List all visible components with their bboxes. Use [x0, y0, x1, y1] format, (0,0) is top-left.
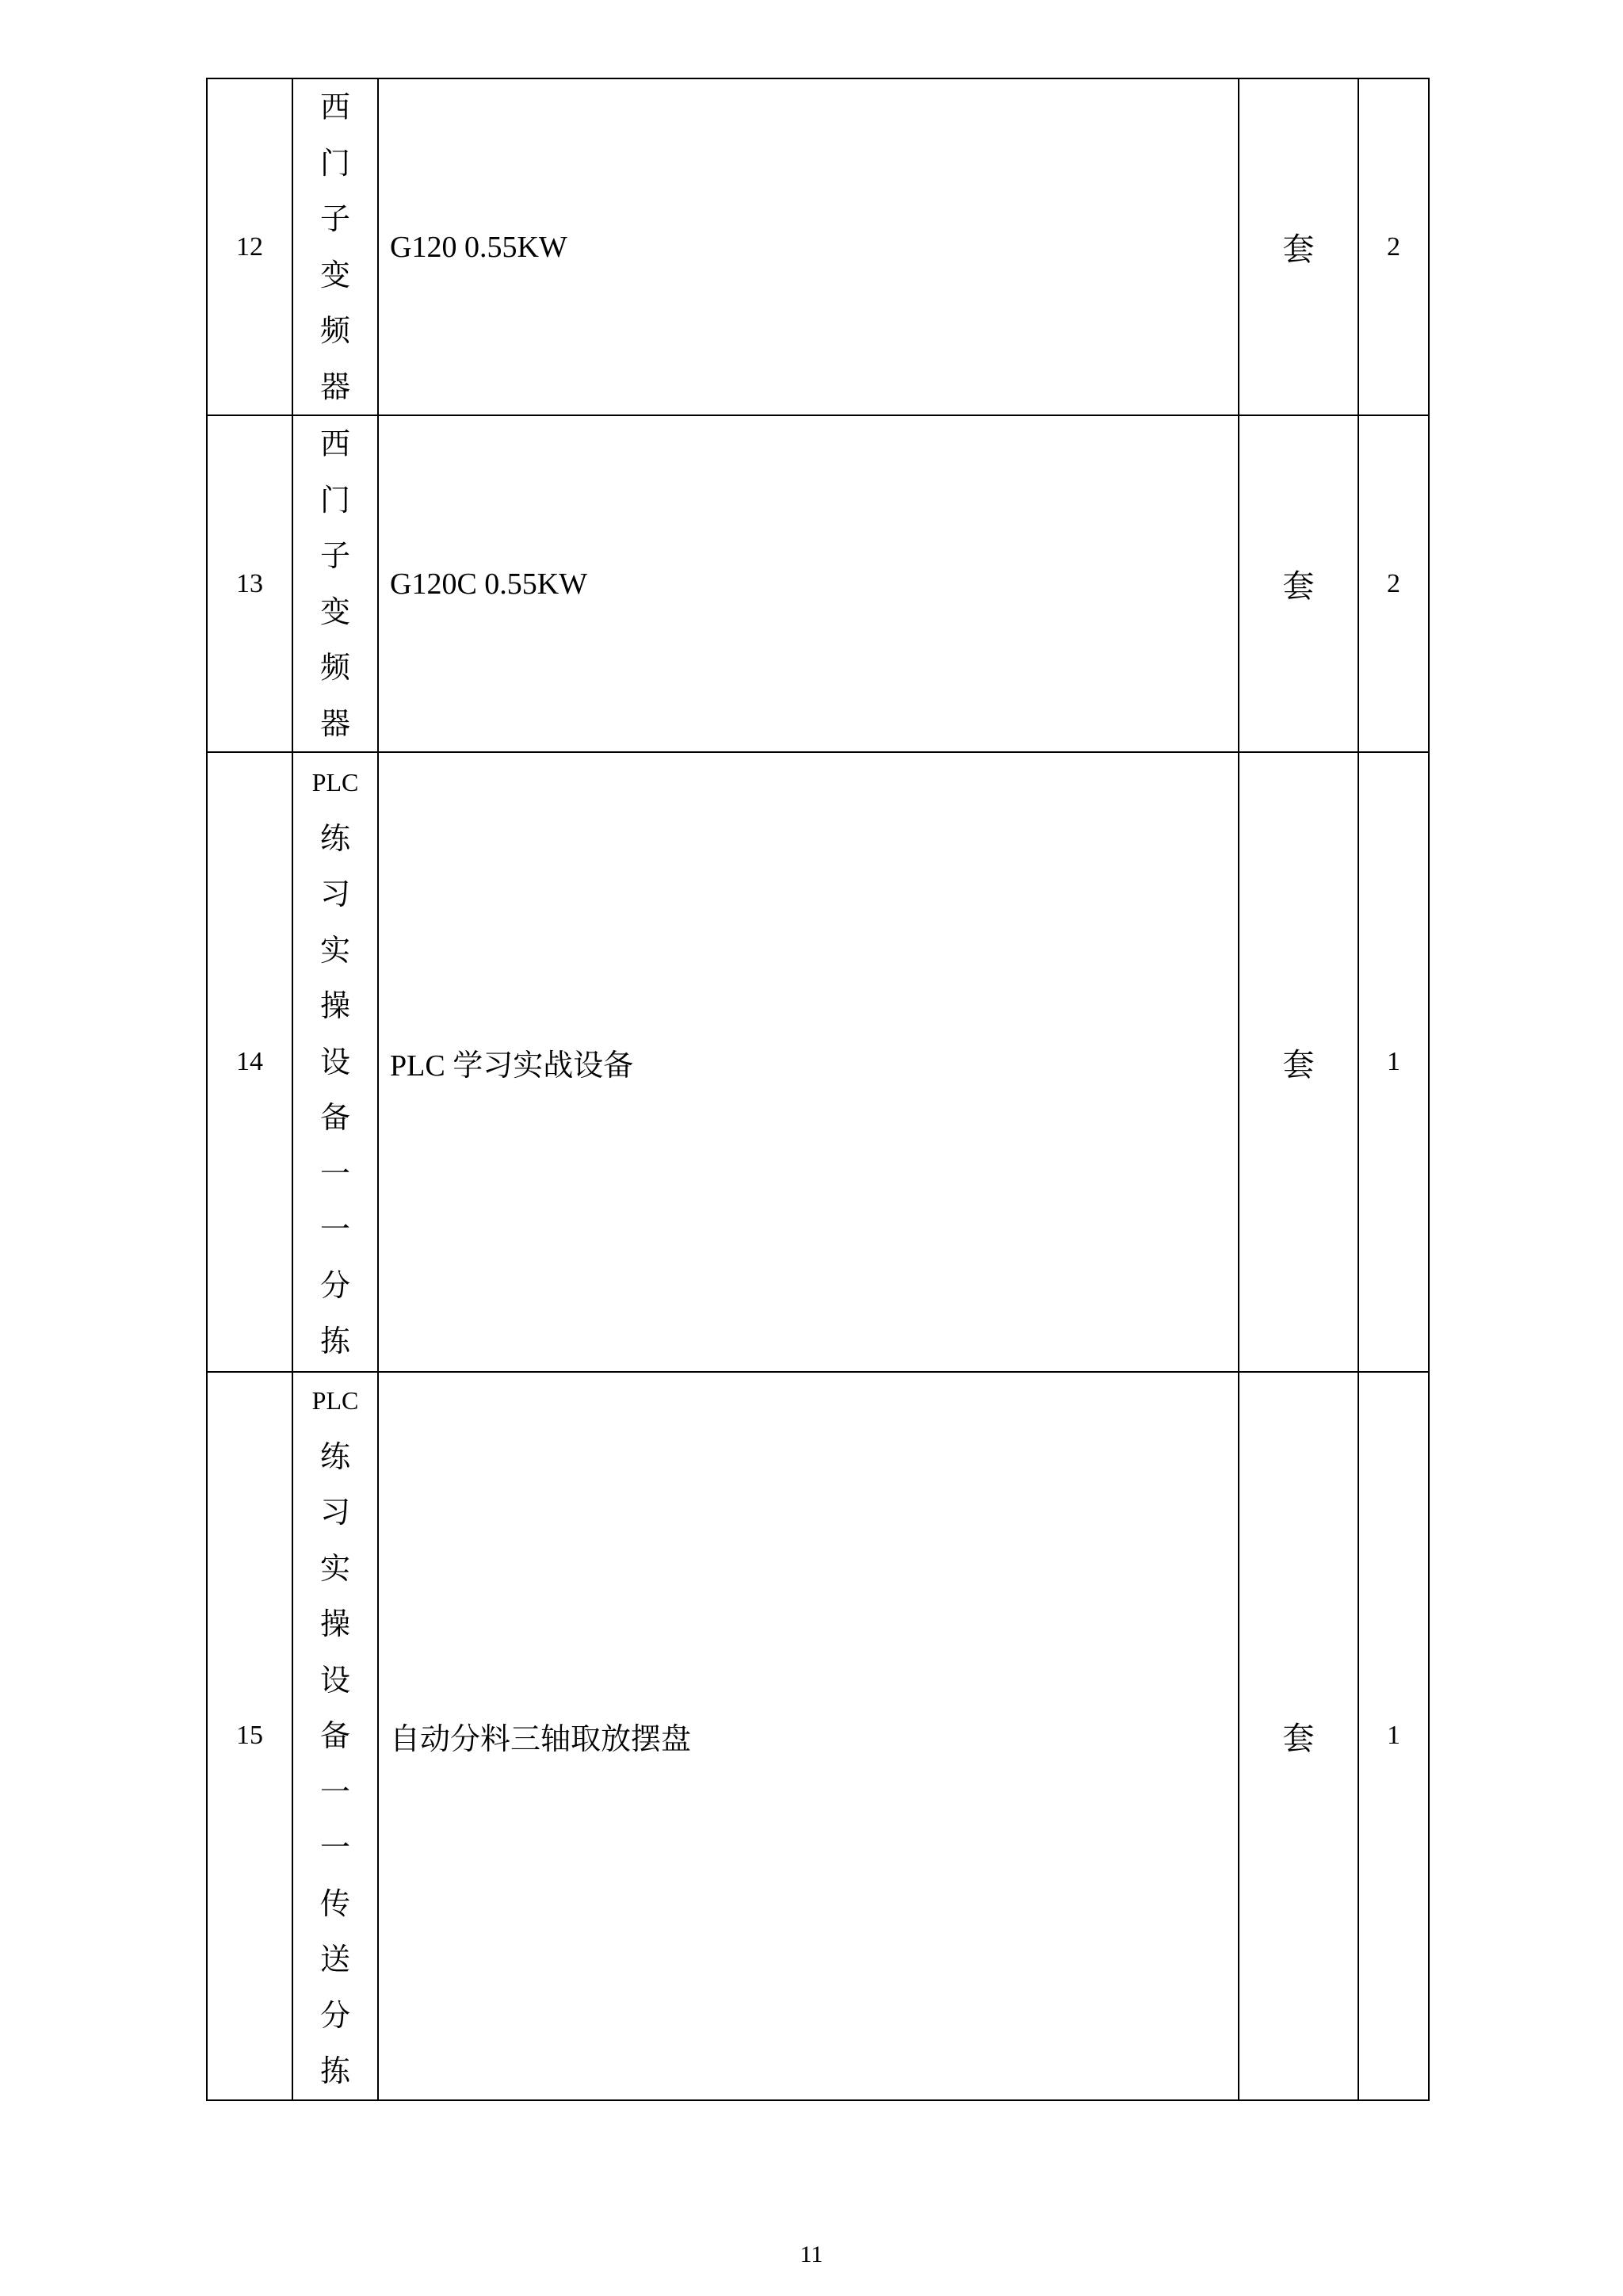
item-name-char: 传: [319, 1885, 350, 1921]
item-name-char: 备: [319, 1100, 350, 1136]
item-name-cell: [292, 78, 378, 415]
item-name-char: 操: [319, 988, 350, 1024]
item-name-char: 频: [319, 650, 350, 685]
item-spec-cell: G120 0.55KW: [378, 78, 1239, 415]
item-quantity-cell: 2: [1358, 78, 1429, 415]
item-name-char: 实: [319, 932, 350, 968]
row-number-cell: 12: [207, 78, 292, 415]
item-name-cell: [292, 415, 378, 752]
item-unit-cell: 套: [1239, 78, 1358, 415]
item-name-char: 设: [319, 1044, 350, 1079]
item-name-vertical: [293, 1373, 377, 2099]
item-name-char: 拣: [319, 1324, 350, 1359]
item-spec-cell: PLC 学习实战设备: [378, 752, 1239, 1372]
item-name-char: 一: [319, 1774, 350, 1809]
item-name-char: 门: [319, 482, 350, 518]
item-name-char: 门: [319, 145, 350, 181]
table-row: [207, 1372, 1429, 2100]
item-name-char: 分: [319, 1997, 350, 2033]
item-name-cell: [292, 1372, 378, 2100]
item-name-char: 练: [319, 820, 350, 856]
item-name-char: PLC: [311, 1386, 359, 1415]
item-name-char: 送: [319, 1942, 350, 1977]
item-name-char: 练: [319, 1438, 350, 1474]
item-name-char: 分: [319, 1267, 350, 1303]
item-name-vertical: [293, 79, 377, 415]
item-name-vertical: [293, 755, 377, 1370]
item-name-char: 一: [319, 1156, 350, 1191]
item-spec-cell: G120C 0.55KW: [378, 415, 1239, 752]
item-name-char: 频: [319, 313, 350, 348]
item-name-char: 一: [319, 1830, 350, 1865]
item-name-char: 西: [319, 90, 350, 124]
row-number-cell: 14: [207, 752, 292, 1372]
item-name-char: 器: [319, 705, 350, 741]
item-name-char: 一: [319, 1212, 350, 1247]
table-row: [207, 78, 1429, 415]
item-name-char: 备: [319, 1718, 350, 1753]
item-name-char: 习: [319, 877, 350, 912]
row-number-cell: 15: [207, 1372, 292, 2100]
item-name-char: 习: [319, 1495, 350, 1530]
item-name-char: 变: [319, 594, 350, 629]
item-quantity-cell: 1: [1358, 752, 1429, 1372]
item-name-char: PLC: [311, 768, 359, 797]
item-name-char: 子: [319, 538, 350, 573]
page-number: 11: [800, 2241, 823, 2267]
item-name-char: 器: [319, 369, 350, 404]
item-unit-cell: 套: [1239, 752, 1358, 1372]
item-name-char: 实: [319, 1550, 350, 1586]
item-name-char: 拣: [319, 2053, 350, 2088]
table-row: [207, 752, 1429, 1372]
item-unit-cell: 套: [1239, 415, 1358, 752]
table-row: [207, 415, 1429, 752]
item-name-char: 变: [319, 257, 350, 292]
row-number-cell: 13: [207, 415, 292, 752]
item-spec-cell: 自动分料三轴取放摆盘: [378, 1372, 1239, 2100]
item-quantity-cell: 1: [1358, 1372, 1429, 2100]
item-name-cell: [292, 752, 378, 1372]
item-name-vertical: [293, 416, 377, 751]
item-name-char: 子: [319, 201, 350, 236]
item-name-char: 设: [319, 1662, 350, 1698]
item-quantity-cell: 2: [1358, 415, 1429, 752]
item-name-char: 西: [319, 426, 350, 461]
equipment-table: [206, 78, 1430, 2101]
item-unit-cell: 套: [1239, 1372, 1358, 2100]
item-name-char: 操: [319, 1606, 350, 1641]
